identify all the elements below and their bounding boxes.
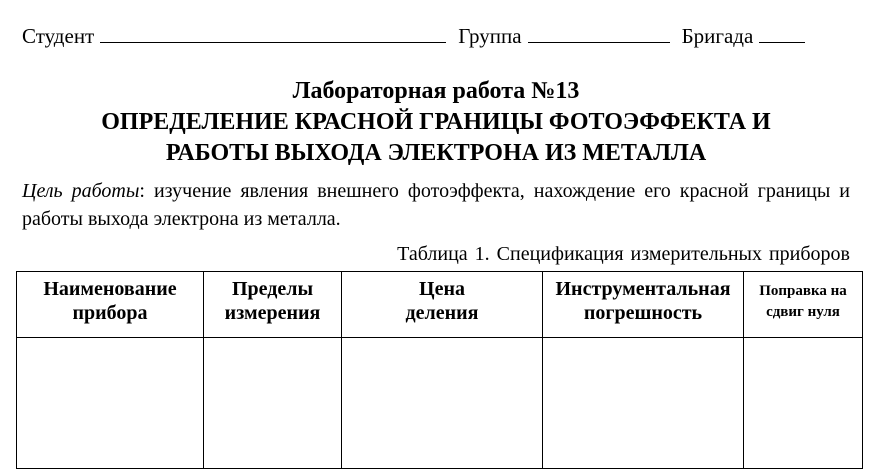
- lab-title-line-1: ОПРЕДЕЛЕНИЕ КРАСНОЙ ГРАНИЦЫ ФОТОЭФФЕКТА И: [101, 109, 771, 135]
- column-header-instrument-error: Инструментальная погрешность: [543, 272, 744, 338]
- header-line: [22, 22, 862, 50]
- group-field[interactable]: [528, 22, 670, 43]
- goal-paragraph: [22, 177, 850, 233]
- column-header-division-value: Цена деления: [342, 272, 543, 338]
- column-header-instrument-name: Наименование прибора: [17, 272, 204, 338]
- brigade-label: Бригада: [681, 24, 754, 48]
- brigade-field[interactable]: [759, 22, 805, 43]
- goal-text: : изучение явления внешнего фотоэффекта, нахождение его красной границы и работы выхода электрона из металла.: [22, 180, 850, 230]
- table-cell[interactable]: [204, 338, 342, 469]
- table-cell[interactable]: [17, 338, 204, 469]
- student-name-field[interactable]: [100, 22, 446, 43]
- group-label: Группа: [458, 24, 522, 48]
- title-block: [0, 76, 872, 169]
- table-caption: Таблица 1. Спецификация измерительных приборов: [397, 243, 850, 265]
- table-header-row: [17, 272, 863, 338]
- table-cell[interactable]: [543, 338, 744, 469]
- table-cell[interactable]: [342, 338, 543, 469]
- lab-title-line-2: РАБОТЫ ВЫХОДА ЭЛЕКТРОНА ИЗ МЕТАЛЛА: [165, 140, 707, 166]
- lab-work-number: Лабораторная работа №13: [292, 78, 580, 104]
- instrument-spec-table: [16, 271, 863, 469]
- table-row: [17, 338, 863, 469]
- table-cell[interactable]: [744, 338, 863, 469]
- student-label: Студент: [22, 24, 95, 48]
- goal-label: Цель работы: [22, 180, 140, 202]
- column-header-zero-shift-correction: Поправка на сдвиг нуля: [744, 272, 863, 338]
- column-header-measurement-limits: Пределы измерения: [204, 272, 342, 338]
